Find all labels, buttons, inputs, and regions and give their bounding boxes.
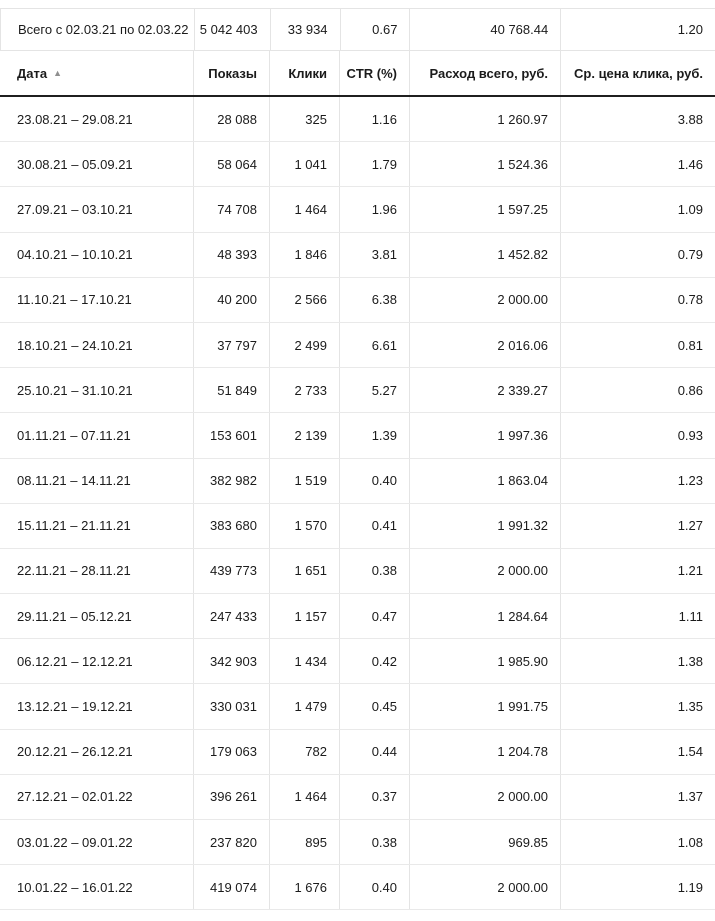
cell-impressions: 342 903: [193, 639, 269, 683]
cell-cpc: 1.46: [560, 142, 715, 186]
column-header-date[interactable]: [0, 51, 193, 95]
cell-cpc: 1.08: [560, 820, 715, 864]
cell-clicks: 2 499: [269, 323, 339, 367]
cell-impressions: 396 261: [193, 775, 269, 819]
cell-ctr: 0.38: [339, 820, 409, 864]
totals-cpc: 1.20: [560, 9, 715, 50]
cell-ctr: 0.38: [339, 549, 409, 593]
cell-cost: 1 991.75: [409, 684, 560, 728]
cell-clicks: 1 041: [269, 142, 339, 186]
cell-ctr: 6.38: [339, 278, 409, 322]
cell-cost: 2 000.00: [409, 865, 560, 909]
cell-cost: 2 016.06: [409, 323, 560, 367]
column-header-cost[interactable]: Расход всего, руб.: [409, 51, 560, 95]
cell-ctr: 0.40: [339, 459, 409, 503]
table-row: [0, 775, 715, 820]
column-header-date-label: Дата: [17, 65, 48, 81]
cell-date-range: 30.08.21 – 05.09.21: [17, 156, 133, 172]
cell-clicks: 1 651: [269, 549, 339, 593]
statistics-report-table: [0, 8, 715, 910]
cell-date-range: 03.01.22 – 09.01.22: [17, 834, 133, 850]
table-body: [0, 97, 715, 910]
cell-ctr: 0.37: [339, 775, 409, 819]
cell-clicks: 1 570: [269, 504, 339, 548]
cell-date-range: 11.10.21 – 17.10.21: [17, 292, 132, 308]
cell-cost: 1 863.04: [409, 459, 560, 503]
cell-cpc: 1.38: [560, 639, 715, 683]
cell-date-range: 27.12.21 – 02.01.22: [17, 789, 133, 805]
cell-clicks: 2 733: [269, 368, 339, 412]
table-row: [0, 820, 715, 865]
cell-date-range: 01.11.21 – 07.11.21: [17, 427, 131, 443]
cell-cpc: 0.78: [560, 278, 715, 322]
table-row: [0, 504, 715, 549]
cell-clicks: 2 566: [269, 278, 339, 322]
totals-clicks: 33 934: [270, 9, 340, 50]
cell-ctr: 0.42: [339, 639, 409, 683]
cell-cpc: 0.81: [560, 323, 715, 367]
cell-ctr: 6.61: [339, 323, 409, 367]
cell-cpc: 1.37: [560, 775, 715, 819]
cell-cost: 969.85: [409, 820, 560, 864]
cell-impressions: 439 773: [193, 549, 269, 593]
cell-date-range: 10.01.22 – 16.01.22: [17, 879, 133, 895]
table-row: [0, 97, 715, 142]
table-row: [0, 459, 715, 504]
cell-impressions: 237 820: [193, 820, 269, 864]
cell-date-range: 27.09.21 – 03.10.21: [17, 201, 133, 217]
cell-date-range: 13.12.21 – 19.12.21: [17, 699, 133, 715]
table-row: [0, 142, 715, 187]
cell-cost: 2 000.00: [409, 549, 560, 593]
cell-clicks: 1 434: [269, 639, 339, 683]
cell-date-range: 20.12.21 – 26.12.21: [17, 744, 133, 760]
cell-impressions: 179 063: [193, 730, 269, 774]
cell-impressions: 37 797: [193, 323, 269, 367]
cell-cost: 2 339.27: [409, 368, 560, 412]
cell-cpc: 0.93: [560, 413, 715, 457]
cell-date-range: 23.08.21 – 29.08.21: [17, 111, 133, 127]
cell-impressions: 51 849: [193, 368, 269, 412]
cell-cost: 1 452.82: [409, 233, 560, 277]
column-header-clicks[interactable]: Клики: [269, 51, 339, 95]
cell-cost: 1 597.25: [409, 187, 560, 231]
totals-cost: 40 768.44: [409, 9, 560, 50]
cell-date-range: 06.12.21 – 12.12.21: [17, 653, 133, 669]
cell-cpc: 3.88: [560, 97, 715, 141]
table-row: [0, 639, 715, 684]
table-row: [0, 233, 715, 278]
cell-date-range: 15.11.21 – 21.11.21: [17, 518, 131, 534]
column-header-impressions[interactable]: Показы: [193, 51, 269, 95]
cell-cpc: 1.11: [560, 594, 715, 638]
cell-ctr: 1.16: [339, 97, 409, 141]
cell-ctr: 0.45: [339, 684, 409, 728]
cell-clicks: 325: [269, 97, 339, 141]
cell-cpc: 1.19: [560, 865, 715, 909]
cell-clicks: 1 519: [269, 459, 339, 503]
cell-ctr: 0.40: [339, 865, 409, 909]
cell-cpc: 1.09: [560, 187, 715, 231]
cell-clicks: 1 846: [269, 233, 339, 277]
cell-date-range: 25.10.21 – 31.10.21: [17, 382, 133, 398]
cell-date-range: 22.11.21 – 28.11.21: [17, 563, 131, 579]
column-header-cpc[interactable]: Ср. цена клика, руб.: [560, 51, 715, 95]
table-row: [0, 730, 715, 775]
cell-clicks: 782: [269, 730, 339, 774]
cell-clicks: 1 464: [269, 775, 339, 819]
cell-impressions: 330 031: [193, 684, 269, 728]
cell-clicks: 1 676: [269, 865, 339, 909]
cell-ctr: 0.44: [339, 730, 409, 774]
cell-cost: 2 000.00: [409, 775, 560, 819]
cell-cpc: 1.27: [560, 504, 715, 548]
cell-impressions: 58 064: [193, 142, 269, 186]
cell-cost: 1 991.32: [409, 504, 560, 548]
cell-impressions: 382 982: [193, 459, 269, 503]
cell-impressions: 153 601: [193, 413, 269, 457]
cell-clicks: 895: [269, 820, 339, 864]
cell-cpc: 1.54: [560, 730, 715, 774]
table-row: [0, 278, 715, 323]
cell-cpc: 1.23: [560, 459, 715, 503]
cell-cost: 2 000.00: [409, 278, 560, 322]
table-row: [0, 594, 715, 639]
cell-impressions: 383 680: [193, 504, 269, 548]
cell-cpc: 1.35: [560, 684, 715, 728]
cell-ctr: 1.79: [339, 142, 409, 186]
totals-row: [0, 8, 715, 51]
table-row: [0, 865, 715, 910]
table-row: [0, 323, 715, 368]
totals-impressions: 5 042 403: [194, 9, 270, 50]
cell-date-range: 29.11.21 – 05.12.21: [17, 608, 132, 624]
cell-cost: 1 284.64: [409, 594, 560, 638]
table-row: [0, 413, 715, 458]
cell-clicks: 1 464: [269, 187, 339, 231]
cell-cpc: 0.86: [560, 368, 715, 412]
cell-date-range: 18.10.21 – 24.10.21: [17, 337, 133, 353]
sort-ascending-icon[interactable]: ▲: [53, 68, 63, 78]
cell-date-range: 08.11.21 – 14.11.21: [17, 473, 131, 489]
cell-date-range: 04.10.21 – 10.10.21: [17, 247, 133, 263]
cell-impressions: 247 433: [193, 594, 269, 638]
cell-impressions: 28 088: [193, 97, 269, 141]
cell-ctr: 0.47: [339, 594, 409, 638]
cell-impressions: 74 708: [193, 187, 269, 231]
cell-cost: 1 260.97: [409, 97, 560, 141]
cell-cpc: 1.21: [560, 549, 715, 593]
cell-cost: 1 985.90: [409, 639, 560, 683]
totals-label: Всего с 02.03.21 по 02.03.22: [18, 22, 189, 37]
totals-ctr: 0.67: [340, 9, 410, 50]
table-row: [0, 549, 715, 594]
cell-impressions: 48 393: [193, 233, 269, 277]
table-row: [0, 684, 715, 729]
cell-cost: 1 204.78: [409, 730, 560, 774]
cell-ctr: 3.81: [339, 233, 409, 277]
cell-ctr: 1.96: [339, 187, 409, 231]
table-row: [0, 368, 715, 413]
cell-ctr: 1.39: [339, 413, 409, 457]
table-header-row: [0, 51, 715, 97]
cell-impressions: 419 074: [193, 865, 269, 909]
cell-clicks: 1 479: [269, 684, 339, 728]
cell-cost: 1 997.36: [409, 413, 560, 457]
cell-clicks: 1 157: [269, 594, 339, 638]
cell-cost: 1 524.36: [409, 142, 560, 186]
cell-impressions: 40 200: [193, 278, 269, 322]
cell-ctr: 5.27: [339, 368, 409, 412]
cell-ctr: 0.41: [339, 504, 409, 548]
table-row: [0, 187, 715, 232]
cell-clicks: 2 139: [269, 413, 339, 457]
cell-cpc: 0.79: [560, 233, 715, 277]
column-header-ctr[interactable]: CTR (%): [339, 51, 409, 95]
